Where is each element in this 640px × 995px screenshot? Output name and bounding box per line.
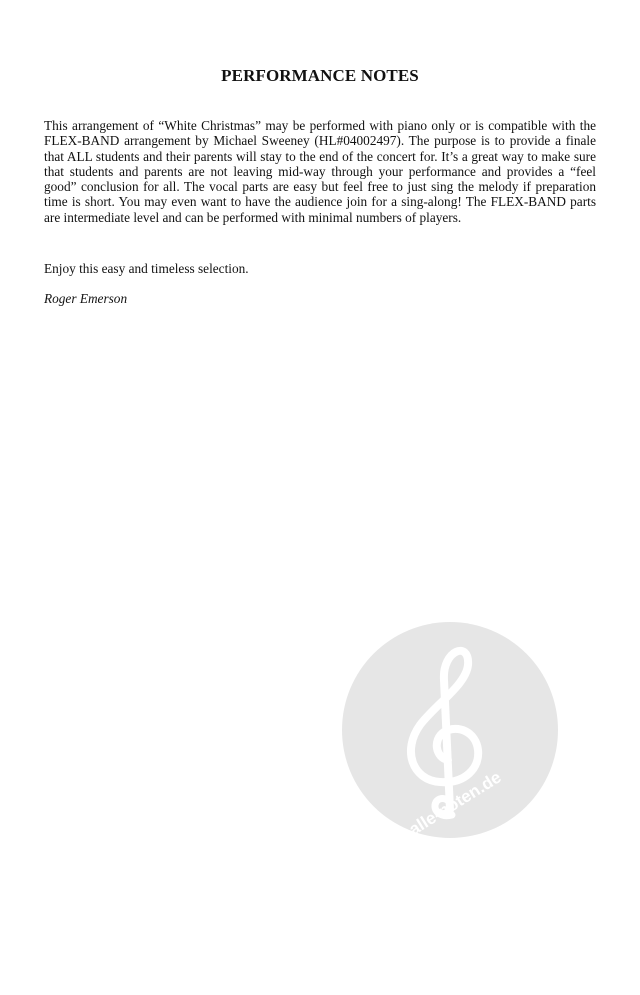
watermark-text: alle-noten.de (405, 767, 505, 840)
page-title: PERFORMANCE NOTES (221, 66, 419, 85)
closing-line: Enjoy this easy and timeless selection. (44, 261, 249, 276)
performance-notes-paragraph: This arrangement of “White Christmas” may be performed with piano only or is compatible with the FLEX-BAND arrangement by Michael Sweeney (HL#04002497). The purpose is to provide a finale that ALL students and their parents will stay to the end of the concert for. It’s a great way to make sure that students and parents are not leaving mid-way through your performance and provides a “feel good” conclusion for all. The vocal parts are easy but feel free to just sing the melody if preparation time is short. You may even want to have the audience join for a sing-along! The FLEX-BAND parts are intermediate level and can be performed with minimal numbers of players. (44, 118, 596, 225)
author-signature: Roger Emerson (44, 291, 128, 306)
watermark-logo (340, 620, 560, 840)
